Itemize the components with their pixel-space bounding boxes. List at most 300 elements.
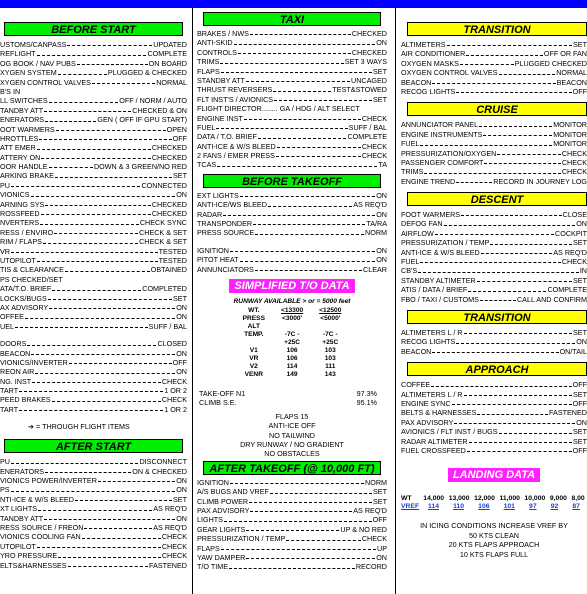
column-left [0, 10, 187, 570]
transition-2-list [401, 328, 587, 356]
item-value: TESTED [158, 246, 187, 256]
checklist-row [197, 67, 387, 76]
item-label: OOT WARMERS [0, 124, 55, 134]
checklist-row [0, 181, 187, 190]
checklist-row [197, 160, 387, 169]
item-label: AIR CONDITIONER [401, 49, 466, 59]
item-label: HROTTLES [0, 133, 39, 143]
item-value: ON [176, 302, 187, 312]
leader-dashes [217, 160, 377, 166]
item-label: REFLIGHT [0, 49, 36, 59]
leader-dashes [37, 256, 158, 262]
leader-dashes [238, 48, 351, 54]
item-value: SET [173, 494, 187, 504]
leader-dashes [45, 467, 131, 473]
item-label: FUEL [401, 257, 420, 267]
checklist-row [0, 143, 187, 152]
item-value: OFF [572, 380, 587, 390]
item-label: RECOG LIGHTS [401, 86, 456, 96]
item-label: ANTI-ICE & W/S BLEED [401, 247, 480, 257]
checklist-row [0, 377, 187, 386]
leader-dashes [456, 177, 492, 183]
checklist-row [0, 218, 187, 227]
item-value: UP [377, 543, 387, 553]
perf-header-cell: WT. [248, 306, 260, 314]
leader-dashes [31, 190, 176, 196]
leader-dashes [244, 114, 361, 120]
icing-note-line: 20 KTS FLAPS APPROACH [448, 540, 540, 550]
checklist-row [401, 248, 587, 257]
leader-dashes [435, 229, 554, 235]
item-label: UTOPILOT [0, 541, 36, 551]
leader-dashes [35, 367, 175, 373]
checklist-row [197, 57, 387, 66]
checklist-row [0, 171, 187, 180]
landing-row-label: VREF [401, 503, 420, 511]
item-value: OBTAINED [150, 265, 187, 275]
leader-dashes [84, 523, 152, 529]
leader-dashes [420, 139, 552, 145]
perf-row [235, 331, 350, 339]
item-value: CHECK [161, 395, 187, 405]
icing-note-line: IN ICING CONDITIONS INCREASE VREF BY [420, 521, 568, 531]
leader-dashes [75, 495, 172, 501]
perf-cell: ALT [247, 322, 260, 330]
item-label: PRESSURIZATION / TEMP [401, 238, 490, 248]
column-divider [192, 8, 193, 594]
item-value: CLEAR [363, 264, 387, 274]
leader-dashes [431, 380, 571, 386]
leader-dashes [40, 218, 139, 224]
landing-value: 9,000 [549, 495, 567, 503]
item-label: PRESSURIZATION / TEMP [197, 534, 286, 544]
perf-header-cell: <13300 [280, 306, 304, 314]
leader-dashes [41, 153, 151, 159]
item-value: CHECK SYNC [139, 218, 187, 228]
before-start-list [0, 40, 187, 331]
item-value: MONITOR [553, 129, 587, 139]
leader-dashes [58, 551, 161, 557]
leader-dashes [67, 40, 152, 46]
checklist-row [197, 487, 387, 496]
item-value: COMPLETE [347, 132, 387, 142]
item-value: ON [176, 190, 187, 200]
leader-dashes [82, 532, 161, 538]
checklist-row [0, 476, 187, 485]
transition-2-header: TRANSITION [407, 310, 587, 324]
item-value: ON [176, 367, 187, 377]
checklist-row [197, 515, 387, 524]
item-value: OPEN [166, 124, 187, 134]
simplified-to-table [197, 298, 387, 379]
leader-dashes [456, 337, 575, 343]
checklist-row [0, 237, 187, 246]
checklist-row [197, 48, 387, 57]
leader-dashes [286, 534, 360, 540]
item-value: ON & CHECKED [132, 466, 187, 476]
item-label: DOORS [0, 339, 27, 349]
checklist-row [197, 553, 387, 562]
item-label: ENGINE INSTRUMENTS [401, 129, 483, 139]
perf-row [235, 371, 350, 379]
item-value: SET [373, 487, 387, 497]
perf-cell [311, 323, 349, 331]
checklist-row [197, 534, 387, 543]
item-value: CHECK [161, 532, 187, 542]
leader-dashes [467, 446, 572, 452]
item-label: ENGINE INST [197, 113, 243, 123]
item-label: PS CHECKED/SET [0, 274, 63, 284]
item-label: ANNUNCIATORS [197, 264, 254, 274]
leader-dashes [246, 553, 375, 559]
item-value: CHECKED [151, 152, 187, 162]
item-value: CHECKED [351, 47, 387, 57]
item-label: THRUST REVERSERS [197, 85, 273, 95]
checklist-row [197, 219, 387, 228]
perf-cell: V1 [249, 346, 258, 354]
item-value: OFF [172, 133, 187, 143]
checklist-row [0, 303, 187, 312]
leader-dashes [58, 68, 107, 74]
leader-dashes [11, 485, 176, 491]
item-label: TRIMS [401, 167, 424, 177]
item-value: SET 3 WAYS [344, 57, 387, 67]
leader-dashes [420, 257, 560, 263]
checklist-row [401, 40, 587, 49]
leader-dashes [481, 248, 553, 254]
item-label: PAX ADVISORY [197, 505, 250, 515]
item-label: FUEL CROSSFEED [401, 445, 466, 455]
perf-row [235, 315, 350, 323]
item-value: CHECK [561, 257, 587, 267]
leader-dashes [273, 85, 331, 91]
item-label: NTI-ICE & W/S BLEED [0, 494, 74, 504]
transition-header: TRANSITION [407, 22, 587, 36]
item-label: RECOG LIGHTS [401, 337, 456, 347]
through-flight-note: ➔ = THROUGH FLIGHT ITEMS [28, 422, 130, 432]
item-label: 2 FANS / EMER PRESS [197, 151, 275, 161]
perf-cell [273, 323, 311, 331]
item-label: ALTIMETERS L / R [401, 327, 463, 337]
leader-dashes [56, 125, 166, 131]
checklist-row [197, 151, 387, 160]
leader-dashes [249, 497, 372, 503]
leader-dashes [69, 358, 172, 364]
checklist-row [401, 427, 587, 436]
descent-header: DESCENT [407, 192, 587, 206]
checklist-row [401, 149, 587, 158]
item-value: COMPLETED [142, 284, 187, 294]
leader-dashes [250, 29, 351, 35]
checklist-row [0, 312, 187, 321]
checklist-row [0, 59, 187, 68]
checklist-row [0, 495, 187, 504]
item-label: ARKING BRAKE [0, 171, 54, 181]
checklist-row [401, 59, 587, 68]
item-label: EXT LIGHTS [197, 190, 239, 200]
leader-dashes [37, 49, 147, 55]
perf-row [235, 323, 350, 331]
checklist-row [197, 123, 387, 132]
checklist-row [0, 561, 187, 570]
checklist-row [401, 446, 587, 455]
perf-row [235, 355, 350, 363]
item-value: SET [173, 171, 187, 181]
item-value: TA/RA [366, 219, 387, 229]
checklist-row [401, 295, 587, 304]
leader-dashes [41, 209, 151, 215]
leader-dashes [497, 149, 561, 155]
checklist-row [0, 294, 187, 303]
item-label: FUEL [401, 139, 420, 149]
leader-dashes [255, 265, 362, 271]
checklist-row [197, 142, 387, 151]
checklist-row [197, 191, 387, 200]
item-label: ELTS&HARNESSES [0, 560, 67, 570]
column-right [401, 10, 587, 559]
item-label: ANTI-ICE & W/S BLEED [197, 141, 276, 151]
item-label: DATA / T.O. BRIEF [197, 132, 257, 142]
item-value: ON [176, 348, 187, 358]
item-value: CHECKED [351, 29, 387, 38]
item-value: ON BOARD [148, 58, 187, 68]
perf-cell: <3000' [282, 314, 303, 322]
item-label: RESS SOURCE / FREON [0, 522, 84, 532]
checklist-row [197, 525, 387, 534]
leader-dashes [246, 525, 339, 531]
leader-dashes [483, 130, 552, 136]
item-value: ON [376, 38, 387, 48]
landing-row-label: WT [401, 495, 412, 503]
landing-value: 8,00 [571, 495, 585, 503]
leader-dashes [484, 158, 560, 164]
leader-dashes [418, 266, 579, 272]
checklist-row [0, 367, 187, 376]
item-label: ENERATORS [0, 466, 45, 476]
checklist-row [0, 125, 187, 134]
leader-dashes [255, 228, 364, 234]
item-label: PEED BRAKES [0, 395, 51, 405]
item-label: ROSSFEED [0, 209, 40, 219]
checklist-row [0, 504, 187, 513]
item-label: AX ADVISORY [0, 302, 49, 312]
top-bar [0, 0, 587, 8]
leader-dashes [77, 59, 148, 65]
leader-dashes [464, 328, 573, 334]
checklist-row [401, 167, 587, 176]
item-label: ANNUNCIATOR PANEL [401, 120, 479, 130]
item-value: CHECK [561, 167, 587, 177]
item-value: SET [573, 389, 587, 399]
leader-dashes [92, 78, 155, 84]
item-value: SET [573, 427, 587, 437]
checklist-row [0, 153, 187, 162]
leader-dashes [466, 49, 543, 55]
leader-dashes [230, 478, 364, 484]
item-value: CHECK & SET [139, 237, 187, 247]
leader-dashes [45, 115, 96, 121]
checklist-row [197, 38, 387, 47]
checklist-row [197, 478, 387, 487]
item-value: ON [176, 513, 187, 523]
landing-value: 101 [503, 503, 515, 511]
item-value: ON [576, 337, 587, 347]
item-label: OFFEE [0, 312, 24, 322]
item-label: PU [0, 457, 10, 467]
leader-dashes [460, 59, 514, 65]
descent-list [401, 210, 587, 304]
checklist-row [197, 200, 387, 209]
item-value: ON [176, 485, 187, 495]
leader-dashes [25, 312, 175, 318]
leader-dashes [480, 295, 516, 301]
item-label: FBO / TAXI / CUSTOMS [401, 294, 479, 304]
checklist-row [197, 562, 387, 571]
icing-note-line: 10 KTS FLAPS FULL [459, 549, 529, 559]
condition-line: NO TAILWIND [269, 430, 315, 440]
item-value: CHECKED [151, 143, 187, 153]
item-label: ATTERY ON [0, 152, 41, 162]
before-start-list-2 [0, 339, 187, 414]
item-value: RECORD [355, 562, 387, 572]
leader-dashes [499, 427, 572, 433]
landing-value: 11,000 [499, 495, 520, 503]
checklist-row [0, 358, 187, 367]
landing-value: 10,000 [524, 495, 546, 503]
item-label: VIONICS COOLING FAN [0, 532, 81, 542]
item-value: TEST&STOWED [332, 85, 387, 95]
item-value: ON [376, 552, 387, 562]
leader-dashes [223, 210, 375, 216]
item-value: ON [376, 245, 387, 255]
perf-cell: 149 [286, 370, 298, 378]
item-value: AS REQ'D [153, 504, 187, 514]
item-label: RADAR ALTIMETER [401, 436, 468, 446]
condition-line: DRY RUNWAY / NO GRADIENT [240, 439, 344, 449]
item-value: ON/TAIL [559, 346, 587, 356]
perf-cell: 143 [324, 370, 336, 378]
perf-cell: PRESS [242, 314, 265, 322]
leader-dashes [19, 405, 163, 411]
leader-dashes [499, 68, 556, 74]
leader-dashes [477, 408, 548, 414]
item-label: DEFOG FAN [401, 219, 443, 229]
item-value: UP & NO RED [340, 524, 387, 534]
item-value: SET [173, 293, 187, 303]
item-value: FASTENED [549, 408, 587, 418]
perf-cell: -7C - [322, 330, 338, 338]
checklist-row [0, 551, 187, 560]
checklist-row [197, 114, 387, 123]
item-label: ENGINE TREND [401, 176, 456, 186]
checklist-row [401, 219, 587, 228]
checklist-row [401, 229, 587, 238]
item-value: CHECK [361, 141, 387, 151]
item-value: 1 OR 2 [164, 386, 187, 396]
item-label: ARNING SYS [0, 199, 45, 209]
perf-cell: 114 [286, 362, 298, 370]
item-value: SET [573, 238, 587, 248]
landing-value: 114 [428, 503, 440, 511]
item-value: PLUGGED & CHECKED [107, 68, 187, 78]
leader-dashes [258, 132, 347, 138]
checklist-row [0, 542, 187, 551]
item-label: VR [0, 246, 10, 256]
landing-value: 106 [478, 503, 490, 511]
item-label: VIONICS/INVERTER [0, 357, 68, 367]
leader-dashes [38, 504, 152, 510]
item-label: CLIMB POWER [197, 496, 249, 506]
item-label: TART [0, 386, 19, 396]
checklist-row [0, 40, 187, 49]
cruise-header: CRUISE [407, 102, 587, 116]
item-value: UPDATED [153, 40, 187, 49]
item-label: ATT EMER [0, 143, 36, 153]
item-label: ANTI-ICE/WS BLEED [197, 200, 267, 210]
leader-dashes [11, 181, 140, 187]
before-takeoff-list [197, 191, 387, 238]
checklist-row [0, 349, 187, 358]
approach-header: APPROACH [407, 362, 587, 376]
item-label: FUEL [197, 122, 216, 132]
item-label: TART [0, 404, 19, 414]
leader-dashes [461, 210, 562, 216]
item-label: PS [0, 485, 10, 495]
leader-dashes [49, 96, 119, 102]
landing-value: 12,000 [474, 495, 495, 503]
checklist-row [401, 257, 587, 266]
leader-dashes [37, 143, 151, 149]
item-label: FLT INST'S / AVIONICS [197, 94, 274, 104]
transition-list [401, 40, 587, 96]
checklist-row [0, 405, 187, 414]
checklist-row [0, 106, 187, 115]
checklist-row [0, 514, 187, 523]
item-label: NG. INST [0, 376, 32, 386]
leader-dashes [468, 285, 546, 291]
after-takeoff-list [197, 478, 387, 572]
item-label: STANDBY ALTIMETER [401, 275, 476, 285]
item-label: BEACON [401, 77, 432, 87]
checklist-row [0, 523, 187, 532]
item-label: OXYGEN CONTROL VALVES [401, 68, 498, 78]
perf-cell: 111 [325, 362, 336, 370]
checklist-row [401, 408, 587, 417]
perf-cell: VENR [244, 370, 263, 378]
leader-dashes [221, 544, 376, 550]
item-label: LIGHTS [197, 515, 223, 525]
item-label: LOCKS/BUGS [0, 293, 47, 303]
checklist-row [401, 87, 587, 96]
item-label: PU [0, 180, 10, 190]
perf-cell: <5000' [320, 314, 341, 322]
item-value: UNCAGED [351, 75, 387, 85]
item-label: A/S BUGS AND VREF [197, 487, 269, 497]
item-label: IGNITION [197, 477, 229, 487]
leader-dashes [68, 561, 148, 567]
item-value: NORMAL [156, 77, 187, 87]
item-label: STANDBY ATT [197, 75, 245, 85]
perf-row [235, 347, 350, 355]
checklist-row [0, 87, 187, 96]
leader-dashes [454, 418, 575, 424]
checklist-row [401, 49, 587, 58]
checklist-row [0, 457, 187, 466]
item-label: OXYGEN MASKS [401, 58, 459, 68]
leader-dashes [469, 437, 572, 443]
checklist-row [197, 29, 387, 38]
before-takeoff-header: BEFORE TAKEOFF [203, 174, 381, 188]
